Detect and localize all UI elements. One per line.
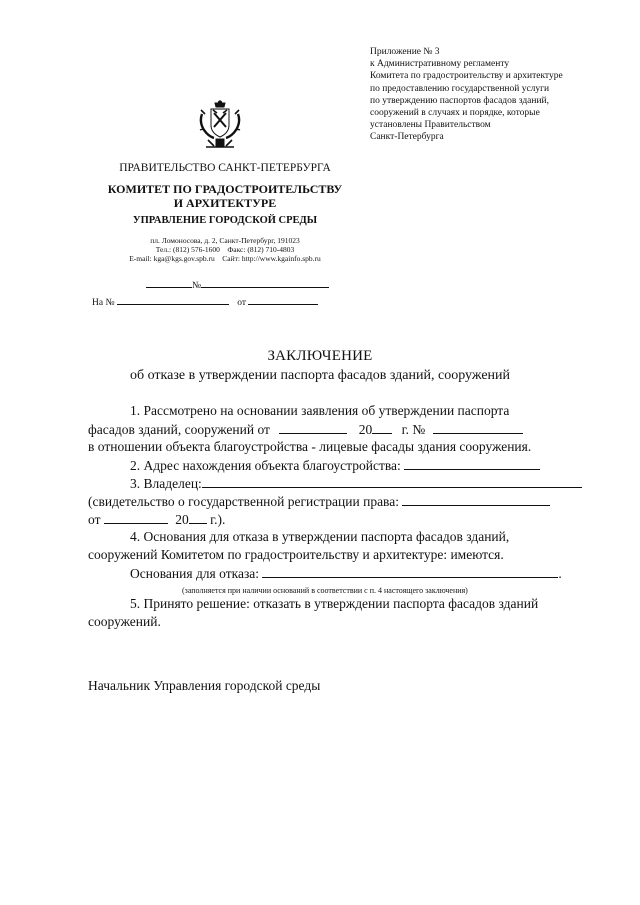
p3-text: 3. Владелец: xyxy=(130,476,202,491)
reasons-label: Основания для отказа: xyxy=(130,566,260,581)
number-label: г. № xyxy=(401,422,426,437)
from-label: от xyxy=(237,298,247,308)
department-name: УПРАВЛЕНИЕ ГОРОДСКОЙ СРЕДЫ xyxy=(132,215,318,226)
paragraph-3 xyxy=(130,474,582,493)
paragraph-2 xyxy=(130,456,540,475)
appendix-line: Комитета по градостроительству и архитектуре xyxy=(370,71,563,82)
phone: Тел.: (812) 576-1600 xyxy=(155,245,220,254)
date-blank xyxy=(146,278,192,288)
address-line: пл. Ломоносова, д. 2, Санкт-Петербург, 191023 xyxy=(150,236,300,245)
year-prefix: 20 xyxy=(175,512,189,527)
certificate-text: (свидетельство о государственной регистрации права: xyxy=(88,494,400,509)
appendix-line: Приложение № 3 xyxy=(370,47,440,57)
email-site-line xyxy=(80,254,370,264)
application-number-blank xyxy=(433,420,523,434)
paragraph-1-line-2 xyxy=(88,420,588,439)
paragraph-5-line-2: сооружений. xyxy=(88,614,161,629)
incoming-number-row xyxy=(92,295,318,308)
paragraph-4-line-2: сооружений Комитетом по градостроительству и архитектуре: имеются. xyxy=(88,547,504,562)
certificate-date-blank xyxy=(104,510,168,524)
number-label: № xyxy=(192,281,202,291)
committee-name-line2: И АРХИТЕКТУРЕ xyxy=(173,196,277,210)
coat-of-arms-icon xyxy=(198,100,242,150)
p2-text: 2. Адрес нахождения объекта благоустройства: xyxy=(130,458,401,473)
appendix-line: по предоставлению государственной услуги xyxy=(370,83,550,94)
paragraph-5-line-1: 5. Принято решение: отказать в утверждении паспорта фасадов зданий xyxy=(130,596,539,611)
appendix-line: Санкт-Петербурга xyxy=(370,132,444,143)
paragraph-4-reasons xyxy=(130,564,562,583)
email: E-mail: kga@kgs.gov.spb.ru xyxy=(129,254,215,263)
appendix-line: по утверждению паспортов фасадов зданий, xyxy=(370,95,549,106)
appendix-line: к Административному регламенту xyxy=(370,59,510,70)
certificate-blank xyxy=(402,492,550,506)
date-end: г.). xyxy=(210,512,226,527)
address-blank xyxy=(404,456,540,470)
paragraph-1-line-1: 1. Рассмотрено на основании заявления об утверждении паспорта xyxy=(130,403,510,418)
paragraph-3-certificate xyxy=(88,492,550,511)
outgoing-number-row xyxy=(146,278,329,291)
appendix-line: установлены Правительством xyxy=(370,120,491,131)
government-name: ПРАВИТЕЛЬСТВО САНКТ-ПЕТЕРБУРГА xyxy=(119,162,331,174)
year-prefix: 20 xyxy=(358,422,373,437)
appendix-line: сооружений в случаях и порядке, которые xyxy=(370,108,540,119)
reasons-note: (заполняется при наличии оснований в соответствии с п. 4 настоящего заключения) xyxy=(182,586,468,595)
from-label: от xyxy=(88,512,101,527)
from-date-blank xyxy=(248,295,318,305)
paragraph-1-line-3: в отношении объекта благоустройства - лицевые фасады здания сооружения. xyxy=(88,439,532,454)
certificate-year-blank xyxy=(189,510,207,524)
paragraph-4-line-1: 4. Основания для отказа в утверждении паспорта фасадов зданий, xyxy=(130,529,510,544)
website: Сайт: http://www.kgainfo.spb.ru xyxy=(222,254,321,263)
appendix-note xyxy=(370,46,620,144)
paragraph-3-date xyxy=(88,510,225,529)
p1-text: фасадов зданий, сооружений от xyxy=(88,422,270,437)
year-blank xyxy=(372,420,392,434)
committee-name-line1: КОМИТЕТ ПО ГРАДОСТРОИТЕЛЬСТВУ xyxy=(107,182,343,196)
reasons-end: . xyxy=(558,566,562,581)
document-title: ЗАКЛЮЧЕНИЕ xyxy=(267,348,373,364)
signatory-position: Начальник Управления городской среды xyxy=(88,678,321,693)
on-number-blank xyxy=(117,295,229,305)
fax: Факс: (812) 710-4803 xyxy=(227,245,295,254)
number-blank xyxy=(201,278,329,288)
application-date-blank xyxy=(279,420,347,434)
reasons-blank xyxy=(262,564,558,578)
document-subtitle: об отказе в утверждении паспорта фасадов зданий, сооружений xyxy=(129,368,511,383)
owner-blank xyxy=(202,474,582,488)
on-number-label: На № xyxy=(92,298,115,308)
document-body xyxy=(88,402,588,662)
